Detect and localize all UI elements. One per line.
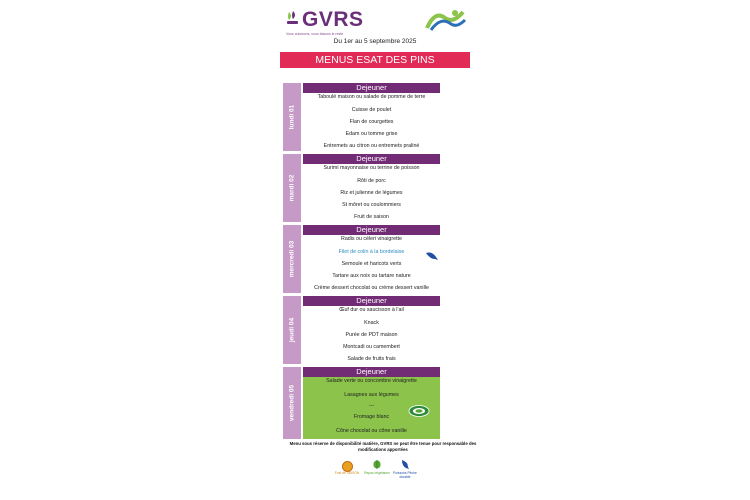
- menu-item: Cône chocolat ou cône vanille: [336, 428, 407, 434]
- day-band-vendredi: [283, 367, 301, 439]
- menu-item: Purée de PDT maison: [345, 332, 398, 338]
- legend-label: Fruit de SAISON: [334, 471, 360, 475]
- menu-item: Montcadi ou camembert: [343, 344, 400, 350]
- fish-icon: [400, 459, 410, 470]
- logo-mark-icon: [286, 10, 300, 30]
- menu-item: Radis ou céleri vinaigrette: [341, 236, 402, 242]
- meal-header: Dejeuner: [303, 154, 440, 164]
- disclaimer-note: Menu sous réserve de disponibilité matière, GVRS ne peut être tenue pour responsable des modifications apportées: [289, 441, 477, 452]
- menu-item: Salade verte ou concombre vinaigrette: [326, 378, 417, 384]
- menu-item: St môret ou coulommiers: [342, 202, 401, 208]
- legend-label: Repas végétarien: [364, 471, 390, 475]
- day-band-lundi: [283, 83, 301, 151]
- day-label: lundi 01: [288, 104, 296, 130]
- meal-header: Dejeuner: [303, 296, 440, 306]
- day-label: vendredi 05: [288, 384, 296, 422]
- menu-item-separator: ---: [368, 403, 375, 409]
- leaf-icon: [408, 405, 430, 417]
- gvrs-logo: [286, 8, 376, 38]
- meal-header: Dejeuner: [303, 367, 440, 377]
- menu-item: Flan de courgettes: [349, 119, 394, 125]
- menu-item: Cuisse de poulet: [351, 107, 392, 113]
- menu-item: Knack: [364, 320, 379, 326]
- menu-item: Fromage blanc: [353, 414, 390, 420]
- menu-item: Tartare aux noix ou tartare nature: [332, 273, 411, 279]
- fish-icon: [425, 251, 439, 261]
- day-label: mercredi 03: [288, 240, 296, 278]
- menu-item: Entremets au citron ou entremets praliné: [323, 143, 420, 149]
- menu-item: Lasagnes aux légumes: [344, 392, 399, 398]
- partner-logo-icon: [425, 8, 467, 32]
- menu-item: Œuf dur ou saucisson à l'ail: [339, 307, 404, 313]
- day-band-jeudi: [283, 296, 301, 364]
- menu-item: Crème dessert chocolat ou crème dessert vanille: [314, 285, 429, 291]
- menu-item-fish: Filet de colin à la bordelaise: [338, 249, 405, 255]
- menu-item: Edam ou tomme grise: [345, 131, 398, 137]
- menu-item: Fruit de saison: [354, 214, 389, 220]
- menu-title-banner: MENUS ESAT DES PINS: [280, 52, 470, 68]
- logo-text: GVRS: [302, 8, 364, 31]
- menu-item: Surimi mayonnaise ou terrine de poisson: [323, 165, 420, 171]
- day-band-mardi: [283, 154, 301, 222]
- meal-header: Dejeuner: [303, 83, 440, 93]
- day-band-mercredi: [283, 225, 301, 293]
- menu-item: Taboulé maison ou salade de pomme de terre: [317, 94, 426, 100]
- menu-item: Rôti de porc: [357, 178, 386, 184]
- menu-item: Semoule et haricots verts: [341, 261, 402, 267]
- meal-header: Dejeuner: [303, 225, 440, 235]
- menu-item: Riz et julienne de légumes: [340, 190, 403, 196]
- day-label: jeudi 04: [288, 317, 296, 343]
- day-label: mardi 02: [288, 174, 296, 202]
- legend-label: Poissons Pêche durable: [393, 471, 417, 479]
- tagline: Vous cuisinons, vous faisons le reste: [286, 32, 344, 36]
- leaf-icon: [371, 459, 383, 470]
- menu-dates: Du 1er au 5 septembre 2025: [333, 38, 417, 45]
- menu-item: Salade de fruits frais: [347, 356, 396, 362]
